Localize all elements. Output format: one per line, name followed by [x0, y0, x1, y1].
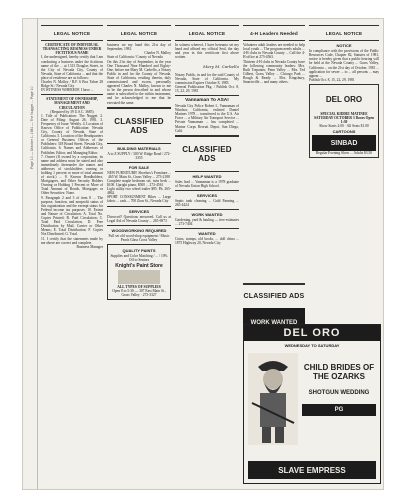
divider	[175, 171, 239, 172]
notice-body: In compliance with the provisions of the Public Resources Code, Chapter 82, Statutes of 1981, notice is hereby given that a public hearing will be held at the Nevada County ... Grass Valley, California ... on the 21st day of October, 1981 ... application for sewer ... to ... all persons ... may appear ...	[309, 49, 379, 78]
newspaper-page	[22, 18, 384, 490]
classified-header: CLASSIFIED ADS	[243, 293, 305, 300]
story-body: Nevada City Police Robert L. Vannaman of Windsor, California, enlisted Daniel Marines 1978 ... transferred to the U.S. Air Force ... a Military Air Transport Service ... Private Vannaman ... has completed ... Marine Corps Recruit Depot, San Diego, Calif.	[175, 104, 239, 133]
statement-body: 1. Title of Publication: The Nugget. 2. Date of Filing: August 26, 1981. 3. Frequency of Issue: Weekly. 4. Location of Known Office of Publication: Nevada City, County of Nevada, State of California. 5. Location of the Headquarters or General Business Offices of the Publishers: 318 Broad Street, Nevada City, California. 6. Names and Addresses of Publisher, Editor, and Managing Editor.	[41, 113, 103, 155]
divider	[107, 225, 171, 226]
movie-rating: PG	[334, 406, 344, 413]
divider	[309, 40, 379, 41]
divider	[107, 206, 171, 207]
theater-name: DEL ORO	[325, 94, 363, 104]
ad-del-oro-feature	[243, 324, 381, 484]
feature-banner	[312, 135, 376, 151]
category-work-wanted: WORK WANTED	[191, 212, 223, 218]
ad-wanted: Coins, stamps, old books, ... doll china ... 1875 Highway 20, Nevada City	[175, 237, 239, 246]
section-heading: LEGAL NOTICE	[120, 30, 158, 36]
rating-box	[302, 404, 376, 416]
divider	[243, 25, 305, 26]
notice-body-2: On this 21st day of September, in the year One Thousand Nine Hundred and Eighty-One, before me Mary M. Carbello, a Notary Public in and for the County of Nevada, State of California, residing therein, duly commissioned and sworn, personally appeared Charles N. Malloy, known to me to be the person described in and whose name is subscribed to the within instrument, and he acknowledged to me that he executed the same.	[107, 59, 171, 105]
divider	[107, 25, 171, 26]
paint-can-image	[118, 270, 160, 284]
divider	[107, 40, 171, 41]
feature-title: SINBAD	[330, 139, 358, 147]
del-oro-logo: DEL ORO	[283, 326, 341, 339]
story-body: Volunteer adult leaders are needed to help local youth ... The program needs adults ... 4-H clubs in Nevada County ... Call the 4-H office at 273-4563.	[243, 43, 305, 60]
classified-header: CLASSIFIED ADS	[114, 116, 164, 135]
divider	[175, 228, 239, 229]
ad-paint-tagline: ALL TYPES OF SUPPLIES	[117, 285, 161, 290]
statement-body-4: 11. I certify that the statements made by me above are correct and complete.	[41, 236, 103, 245]
notice-signer: Charles N. Malloy	[144, 51, 171, 56]
category-forsale: FOR SALE	[128, 164, 150, 170]
ad-dark-title: WORK WANTED	[250, 319, 298, 326]
movie-tagline: SHOTGUN WEDDING	[308, 390, 370, 396]
ad-building: A to Z SUPPLY / 300 W. Ridge Road / 272-3355	[107, 151, 171, 160]
ad-furniture: NEW FURNITURE! Shoebox's Furniture ... 465 W. Main St., Grass Valley ... 273-2188	[107, 170, 171, 179]
page-folio: Page 10 — October 1, 1981 — The Nugget ... Page 10	[30, 86, 34, 169]
story-headline: 4-H Leaders Needed	[250, 30, 298, 36]
ad-paint-store	[107, 244, 171, 300]
divider	[175, 135, 239, 137]
movie-title: CHILD BRIDES OF THE OZARKS	[303, 363, 375, 381]
ad-paint-sub: Supplies and Color Matching / ... / 10% Off to Seniors	[110, 253, 168, 262]
column-classifieds-1	[107, 23, 171, 302]
statement-body-2: 7. Owner (If owned by a corporation, its name and address must be stated and also immediately thereunder the names and addresses of stockholders owning or holding 1 percent or more of total amount of stock.) ... 8. Known Bondholders, Mortgagees, and Other Security Holders Owning or Holding 1 Percent or More of Total Amount of Bonds, Mortgages or Other Securities: None.	[41, 154, 103, 196]
ad-trailer: Light utility two wheel trailer $85. Ph. 265-4862.	[107, 187, 171, 196]
publication-note: Publish Oct. 8, 15, 22, 29, 1981	[309, 77, 355, 82]
second-feature-band	[248, 461, 376, 479]
hillbilly-illustration	[248, 353, 298, 445]
column-news	[243, 23, 305, 84]
column-legal-notices-2	[175, 23, 239, 245]
category-service: SERVICES	[128, 208, 150, 214]
del-oro-logo-band	[244, 325, 380, 341]
classified-header: CLASSIFIED ADS	[182, 144, 232, 163]
column-legal-and-ads	[309, 23, 379, 160]
certificate-body: I, the undersigned, hereby certify that I am conducting a business under the fictitious name of the ... at 1313 Douglas Street, in the City of Nevada City, County of Nevada, State of California ... and that the place of residence are as follows:	[41, 55, 103, 80]
statement-body-3: 9. Paragraph 2 and 3 of item 8 ... The purpose, function, and nonprofit status of this organization and the exempt status for Federal income tax purposes. 10. Extent and Nature of Circulation: A. Total No. Copies Printed; B. Paid Circulation; C. Total Paid Circulation; D. Free Distribution by Mail, Carrier or Other Means; E. Total Distribution; F. Copies Not Distributed; G. Total.	[41, 195, 103, 237]
ad-bedroom: Complete maple bedroom set, twin beds ... $100. Upright piano, $500 ... 273-4561	[107, 178, 171, 188]
divider	[41, 40, 103, 41]
divider	[175, 95, 239, 96]
story-body-2: Thirteen 4-H clubs in Nevada County have the following community leaders: Mrs. Ruth Trepanier, Penn Valley ... Mrs. Ted Gilbert, Grass Valley ... Chicago Park ... Rough & Ready ... Mrs. Kingsbury, Smartsville ... and many others.	[243, 59, 305, 85]
divider	[41, 25, 103, 26]
ad-paint-heading: QUALITY PAINTS	[122, 247, 156, 253]
ad-wanted: Full set old wood-shop equipment / Music Peach Glass Cross Valley	[108, 233, 170, 242]
statement-signature: Business Manager	[76, 244, 103, 249]
column-legal-notices-1	[41, 23, 103, 249]
notice-title: NOTICE	[336, 43, 352, 49]
ad-paint-name: Knight's Paint Store	[115, 263, 163, 270]
certificate-witness: IN WITNESS WHEREOF, I have ...	[41, 88, 94, 93]
divider	[175, 25, 239, 26]
divider	[175, 190, 239, 191]
category-help-wanted: HELP WANTED	[192, 173, 222, 179]
section-heading: LEGAL NOTICE	[53, 30, 91, 36]
certificate-signers: Charles N. Malloy / R.F. 6 Box Tahoe 28 Ridge St / Nevada City	[41, 80, 103, 89]
ad-illustration	[248, 353, 298, 445]
divider	[175, 40, 239, 41]
movie-title-block	[302, 355, 376, 416]
certificate-title: CERTIFICATE OF INDIVIDUAL TRANSACTING BUSINESS UNDER FICTITIOUS NAME	[42, 43, 102, 56]
second-feature-title: SLAVE EMPRESS	[278, 465, 346, 475]
divider	[243, 283, 305, 285]
notary-signature: Mary M. Carbello	[203, 63, 239, 69]
ad-sport: SPORT CONSIGNMENT Bikes ... Large fabric ... cash ... 700 Zion St., Nevada City	[107, 195, 171, 204]
category-wanted: WANTED	[198, 231, 216, 237]
statement-subtitle: (Required by 39 U.S.C. 3685)	[50, 109, 94, 114]
divider	[175, 209, 239, 210]
notice-body: In witness whereof, I have hereunto set my hand and affixed my official Seal, the day and year in this certificate first above written.	[175, 43, 239, 60]
ad-help-wanted: Sales lead ... Vannaman is a 1978 graduate of Nevada Union High School.	[175, 179, 239, 188]
notary-body: Notary Public, in and for the said County of Nevada, State of California. My commission Expires October 8, 1985.	[175, 72, 239, 85]
category-wanted: WOODWORKING REQUIRED	[111, 227, 167, 233]
statement-title: STATEMENT OF OWNERSHIP, MANAGEMENT AND CIRCULATION	[46, 97, 98, 110]
page-margin	[23, 19, 38, 489]
notice-body: business we my hand this 21st day of September, 1981.	[107, 43, 171, 52]
divider	[41, 94, 103, 95]
divider	[107, 107, 171, 109]
ad-service: Divorced? Questions answered. Call us at Legal Aid of Nevada County ... 265-6973	[107, 214, 171, 223]
divider	[243, 40, 305, 41]
ad-paint-address: Open 8 to 5:30 — 307 East Main St., Grass Valley · 273-3327	[112, 289, 166, 298]
ad-work-wanted: Gardening, yard & hauling — free estimates ... 273-7404	[175, 218, 239, 227]
run-dates: WEDNESDAY TO SATURDAY	[284, 343, 340, 348]
category-building: BUILDING MATERIALS	[117, 145, 161, 151]
matinee-title: SPECIAL KIDDIE MATINEE SATURDAY OCTOBER 3 Doors Open 1:30	[313, 111, 375, 125]
category-services: SERVICES	[196, 192, 218, 198]
section-heading: LEGAL NOTICE	[188, 30, 226, 36]
ad-del-oro-matinee	[309, 84, 379, 158]
publication-note: General Publication Pkg. / Publish Oct. 8, 15, 22, 29, 1981	[175, 84, 239, 93]
story-headline: Vannaman To ASA!	[185, 98, 229, 104]
divider	[107, 162, 171, 163]
notice-state: State of California / County of Nevada	[107, 55, 163, 60]
section-heading: LEGAL NOTICE	[325, 30, 363, 36]
ad-services: Septic tank cleaning ... Gold Panning ... 265-4424	[175, 198, 239, 207]
divider	[309, 25, 379, 26]
divider	[107, 143, 171, 144]
showtimes: Show Starts 2:00 · All Seats $1.00	[319, 124, 369, 129]
feature-description: Regular Evening Show ... Adults $3.50	[315, 151, 373, 156]
cartoons-label: CARTOONS	[332, 129, 356, 135]
